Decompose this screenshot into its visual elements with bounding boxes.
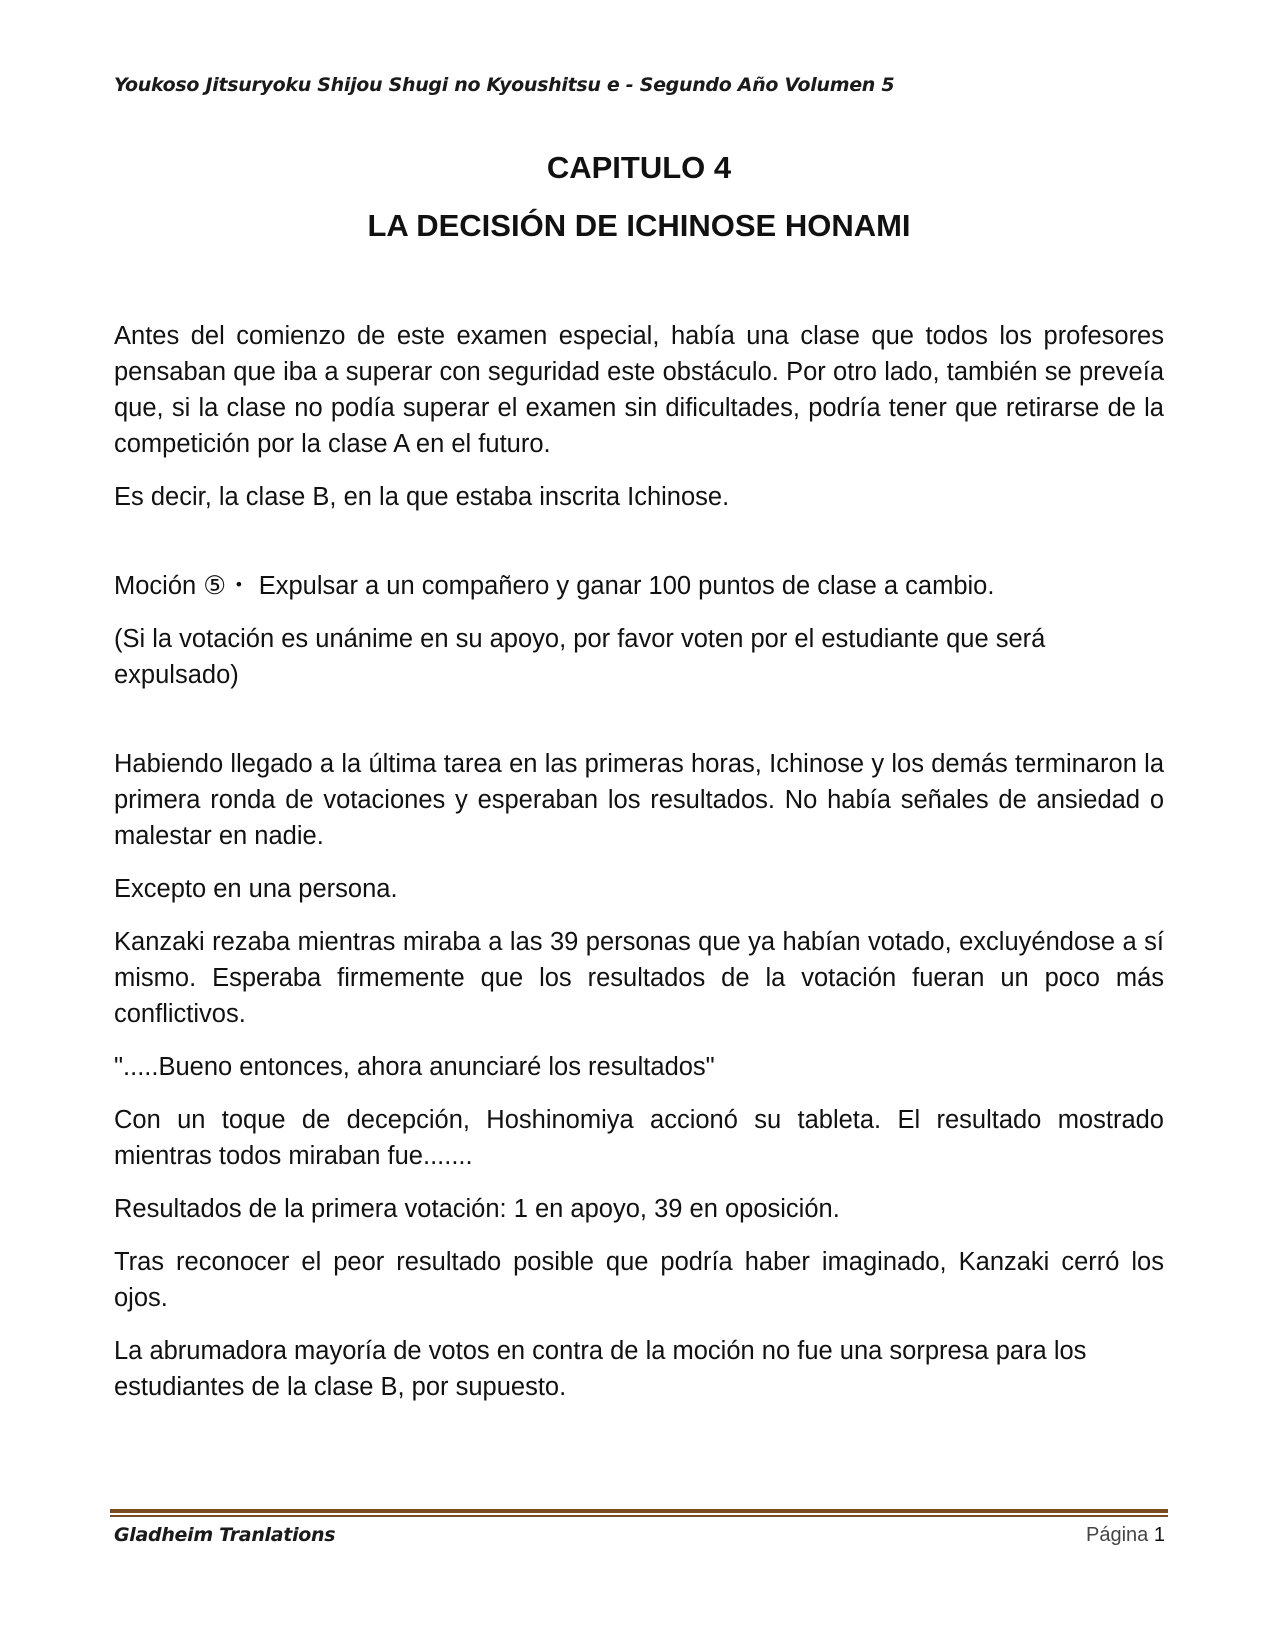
footer-divider (110, 1509, 1168, 1517)
running-header: Youkoso Jitsuryoku Shijou Shugi no Kyoushitsu e - Segundo Año Volumen 5 (114, 74, 895, 96)
paragraph: Excepto en una persona. (114, 875, 398, 903)
section-spacer (114, 532, 1164, 568)
paragraph: Resultados de la primera votación: 1 en apoyo, 39 en oposición. (114, 1195, 840, 1223)
page-number-value: 1 (1153, 1524, 1165, 1546)
page-number (1086, 1524, 1165, 1547)
paragraph: Kanzaki rezaba mientras miraba a las 39 personas que ya habían votado, excluyéndose a sí mismo. Esperaba firmemente que los resultados de la votación fueran un poco más conflictivos. (114, 928, 1164, 1028)
paragraph: Habiendo llegado a la última tarea en las primeras horas, Ichinose y los demás terminaron la primera ronda de votaciones y esperaban los resultados. No había señales de ansiedad o malestar en nadie. (114, 750, 1164, 850)
paragraph: La abrumadora mayoría de votos en contra de la moción no fue una sorpresa para los estudiantes de la clase B, por supuesto. (114, 1337, 1087, 1401)
paragraph: Es decir, la clase B, en la que estaba inscrita Ichinose. (114, 483, 730, 511)
paragraph: Con un toque de decepción, Hoshinomiya accionó su tableta. El resultado mostrado mientras todos miraban fue....... (114, 1106, 1164, 1170)
paragraph: Antes del comienzo de este examen especial, había una clase que todos los profesores pensaban que iba a superar con seguridad este obstáculo. Por otro lado, también se preveía que, si la clase no podía superar el examen sin dificultades, podría tener que retirarse de la competición por la clase A en el futuro. (114, 322, 1164, 458)
paragraph: Tras reconocer el peor resultado posible que podría haber imaginado, Kanzaki cerró los ojos. (114, 1248, 1164, 1312)
page-label: Página (1086, 1524, 1149, 1546)
footer-translator: Gladheim Tranlations (114, 1524, 336, 1546)
chapter-number: CAPITULO 4 (546, 150, 732, 185)
motion-note: (Si la votación es unánime en su apoyo, por favor voten por el estudiante que será expulsado) (114, 625, 1046, 689)
dialogue-line: ".....Bueno entonces, ahora anunciaré los resultados" (114, 1053, 715, 1081)
section-spacer (114, 710, 1164, 746)
motion-line: Moción ⑤・ Expulsar a un compañero y ganar 100 puntos de clase a cambio. (114, 572, 995, 600)
chapter-title: LA DECISIÓN DE ICHINOSE HONAMI (367, 208, 911, 243)
body-text (114, 318, 1164, 1422)
